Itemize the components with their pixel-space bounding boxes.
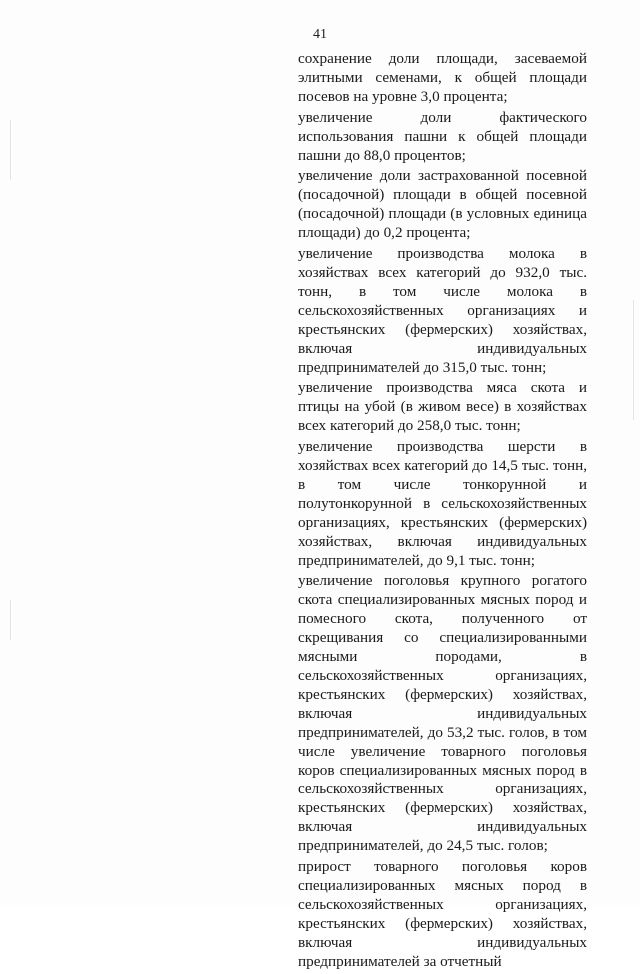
scan-artifact xyxy=(10,600,11,640)
paragraph: увеличение производства мяса скота и птицы на убой (в живом весе) в хозяйствах всех категорий до 258,0 тыс. тонн; xyxy=(298,379,587,435)
paragraph: увеличение производства молока в хозяйствах всех категорий до 932,0 тыс. тонн, в том числе молока в сельскохозяйственных организациях и крестьянских (фермерских) хозяйствах, включая индивидуальных предпринимателей до 315,0 тыс. тонн; xyxy=(298,245,587,376)
paragraph: увеличение доли застрахованной посевной (посадочной) площади в общей посевной (посадочной) площади (в условных единица площади) до 0,2 процента; xyxy=(298,167,587,242)
scan-artifact xyxy=(633,300,634,420)
paragraph: увеличение поголовья крупного рогатого скота специализированных мясных пород и помесного скота, полученного от скрещивания со специализированными мясными породами, в сельскохозяйственных организациях, крестьянских (фермерских) хозяйствах, включая индивидуальных предпринимателей, до 53,2 тыс. голов, в том числе увеличение товарного поголовья коров специализированных мясных пород в сельскохозяйственных организациях, крестьянских (фермерских) хозяйствах, включая индивидуальных предпринимателей, до 24,5 тыс. голов; xyxy=(298,572,587,855)
paragraph: увеличение доли фактического использования пашни к общей площади пашни до 88,0 процентов; xyxy=(298,108,587,164)
scan-artifact xyxy=(10,120,11,180)
page-number: 41 xyxy=(313,27,327,42)
paragraph: сохранение доли площади, засеваемой элитными семенами, к общей площади посевов на уровне 3,0 процента; xyxy=(298,50,587,105)
document-body xyxy=(298,50,587,974)
paragraph: увеличение производства шерсти в хозяйствах всех категорий до 14,5 тыс. тонн, в том числе тонкорунной и полутонкорунной в сельскохозяйственных организациях, крестьянских (фермерских) хозяйствах, включая индивидуальных предпринимателей, до 9,1 тыс. тонн; xyxy=(298,438,587,569)
paragraph: прирост товарного поголовья коров специализированных мясных пород в сельскохозяйственных организациях, крестьянских (фермерских) хозяйствах, включая индивидуальных предпринимателей за отчетный xyxy=(298,858,587,970)
